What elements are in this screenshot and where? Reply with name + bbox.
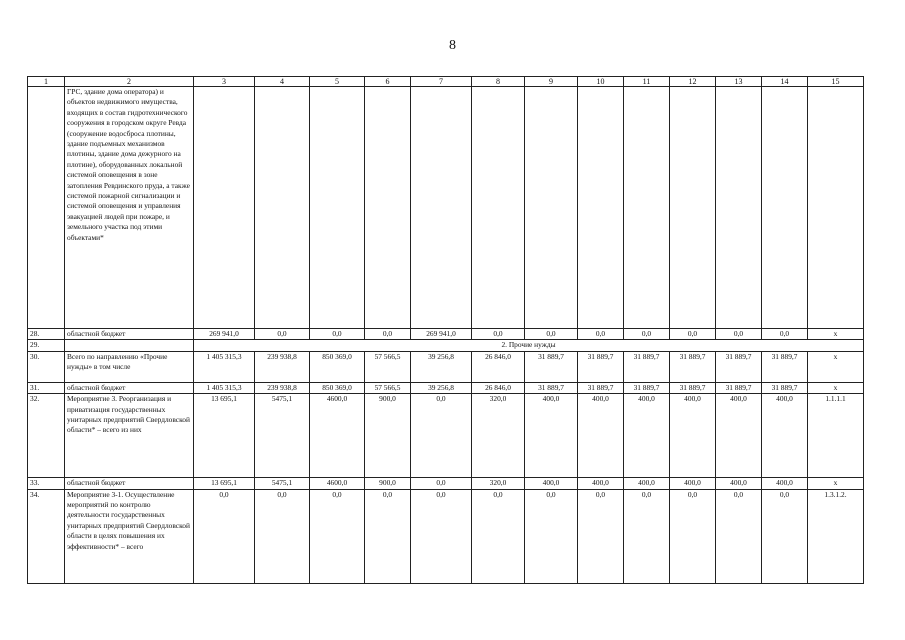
table-row bbox=[28, 351, 864, 382]
value-cell: 13 695,1 bbox=[194, 394, 255, 478]
value-cell: 31 889,7 bbox=[762, 382, 808, 393]
value-cell: 39 256,8 bbox=[411, 351, 472, 382]
row-name bbox=[65, 340, 194, 351]
value-cell: 0,0 bbox=[578, 489, 624, 583]
value-cell: 0,0 bbox=[310, 329, 365, 340]
value-cell: 26 846,0 bbox=[472, 382, 525, 393]
value-cell: 400,0 bbox=[762, 394, 808, 478]
value-cell: 0,0 bbox=[411, 394, 472, 478]
value-cell: 13 695,1 bbox=[194, 478, 255, 489]
code-cell: x bbox=[808, 329, 864, 340]
column-header: 14 bbox=[762, 77, 808, 87]
value-cell: 0,0 bbox=[411, 489, 472, 583]
value-cell: 320,0 bbox=[472, 478, 525, 489]
value-cell: 239 938,8 bbox=[255, 382, 310, 393]
value-cell bbox=[762, 87, 808, 329]
value-cell: 5475,1 bbox=[255, 478, 310, 489]
value-cell bbox=[525, 87, 578, 329]
value-cell: 0,0 bbox=[578, 329, 624, 340]
value-cell: 0,0 bbox=[365, 329, 411, 340]
row-name: Мероприятие 3-1. Осуществление мероприятий по контролю деятельности государственных унитарных предприятий Свердловской области в целях повышения их эффективности* – всего bbox=[65, 489, 194, 583]
column-header: 10 bbox=[578, 77, 624, 87]
code-cell: x bbox=[808, 351, 864, 382]
value-cell: 31 889,7 bbox=[716, 351, 762, 382]
value-cell: 0,0 bbox=[670, 489, 716, 583]
value-cell: 400,0 bbox=[525, 478, 578, 489]
value-cell: 0,0 bbox=[624, 489, 670, 583]
row-name: областной бюджет bbox=[65, 329, 194, 340]
value-cell: 31 889,7 bbox=[716, 382, 762, 393]
value-cell: 31 889,7 bbox=[670, 351, 716, 382]
page-number: 8 bbox=[449, 38, 456, 53]
budget-table bbox=[27, 76, 864, 584]
column-header: 6 bbox=[365, 77, 411, 87]
value-cell: 400,0 bbox=[525, 394, 578, 478]
row-number bbox=[28, 87, 65, 329]
value-cell: 31 889,7 bbox=[525, 351, 578, 382]
value-cell: 400,0 bbox=[670, 478, 716, 489]
column-header: 4 bbox=[255, 77, 310, 87]
value-cell: 0,0 bbox=[670, 329, 716, 340]
value-cell: 900,0 bbox=[365, 478, 411, 489]
value-cell: 31 889,7 bbox=[578, 351, 624, 382]
value-cell: 1 405 315,3 bbox=[194, 351, 255, 382]
column-header: 7 bbox=[411, 77, 472, 87]
column-header: 15 bbox=[808, 77, 864, 87]
value-cell: 900,0 bbox=[365, 394, 411, 478]
value-cell: 400,0 bbox=[624, 394, 670, 478]
value-cell bbox=[255, 87, 310, 329]
code-cell bbox=[808, 87, 864, 329]
table-row bbox=[28, 489, 864, 583]
section-title: 2. Прочие нужды bbox=[194, 340, 864, 351]
value-cell: 269 941,0 bbox=[194, 329, 255, 340]
value-cell: 31 889,7 bbox=[578, 382, 624, 393]
value-cell: 0,0 bbox=[411, 478, 472, 489]
value-cell: 39 256,8 bbox=[411, 382, 472, 393]
value-cell: 57 566,5 bbox=[365, 351, 411, 382]
value-cell: 0,0 bbox=[472, 329, 525, 340]
value-cell: 57 566,5 bbox=[365, 382, 411, 393]
value-cell bbox=[624, 87, 670, 329]
value-cell: 31 889,7 bbox=[762, 351, 808, 382]
column-header: 3 bbox=[194, 77, 255, 87]
table-row bbox=[28, 382, 864, 393]
row-number: 29. bbox=[28, 340, 65, 351]
row-number: 33. bbox=[28, 478, 65, 489]
value-cell: 5475,1 bbox=[255, 394, 310, 478]
value-cell: 400,0 bbox=[762, 478, 808, 489]
value-cell: 0,0 bbox=[716, 489, 762, 583]
value-cell bbox=[411, 87, 472, 329]
value-cell: 0,0 bbox=[310, 489, 365, 583]
column-header: 12 bbox=[670, 77, 716, 87]
value-cell bbox=[365, 87, 411, 329]
value-cell: 0,0 bbox=[255, 329, 310, 340]
table-row bbox=[28, 329, 864, 340]
value-cell: 269 941,0 bbox=[411, 329, 472, 340]
value-cell: 31 889,7 bbox=[624, 351, 670, 382]
value-cell bbox=[716, 87, 762, 329]
column-header: 8 bbox=[472, 77, 525, 87]
value-cell: 4600,0 bbox=[310, 478, 365, 489]
row-name: Мероприятие 3. Реорганизация и приватизация государственных унитарных предприятий Свердловской области* – всего из них bbox=[65, 394, 194, 478]
column-header: 5 bbox=[310, 77, 365, 87]
value-cell: 0,0 bbox=[762, 489, 808, 583]
row-number: 34. bbox=[28, 489, 65, 583]
code-cell: x bbox=[808, 478, 864, 489]
value-cell: 239 938,8 bbox=[255, 351, 310, 382]
value-cell: 31 889,7 bbox=[525, 382, 578, 393]
row-name: областной бюджет bbox=[65, 382, 194, 393]
code-cell: x bbox=[808, 382, 864, 393]
value-cell: 26 846,0 bbox=[472, 351, 525, 382]
value-cell: 400,0 bbox=[578, 394, 624, 478]
value-cell: 0,0 bbox=[525, 489, 578, 583]
column-header: 9 bbox=[525, 77, 578, 87]
value-cell: 0,0 bbox=[716, 329, 762, 340]
value-cell bbox=[578, 87, 624, 329]
row-number: 31. bbox=[28, 382, 65, 393]
value-cell: 0,0 bbox=[194, 489, 255, 583]
header-row bbox=[28, 77, 864, 87]
row-name: ГРС, здание дома оператора) и объектов недвижимого имущества, входящих в состав гидротехнического сооружения в городском округе Ревда (сооружение водосброса плотины, здание подъемных механизмов плотины, здание дома дежурного на плотине), оборудованных локальной системой оповещения в зоне затопления Ревдинского пруда, а также системой пожарной сигнализации и системой оповещения и управления эвакуацией людей при пожаре, и земельного участка под этими объектами* bbox=[65, 87, 194, 329]
column-header: 1 bbox=[28, 77, 65, 87]
value-cell: 1 405 315,3 bbox=[194, 382, 255, 393]
code-cell: 1.3.1.2. bbox=[808, 489, 864, 583]
value-cell: 0,0 bbox=[365, 489, 411, 583]
value-cell: 850 369,0 bbox=[310, 382, 365, 393]
value-cell: 0,0 bbox=[624, 329, 670, 340]
row-number: 32. bbox=[28, 394, 65, 478]
value-cell: 850 369,0 bbox=[310, 351, 365, 382]
value-cell: 0,0 bbox=[525, 329, 578, 340]
value-cell: 400,0 bbox=[716, 478, 762, 489]
table-row bbox=[28, 478, 864, 489]
value-cell: 400,0 bbox=[624, 478, 670, 489]
value-cell: 400,0 bbox=[578, 478, 624, 489]
value-cell: 0,0 bbox=[762, 329, 808, 340]
value-cell: 0,0 bbox=[255, 489, 310, 583]
value-cell: 31 889,7 bbox=[670, 382, 716, 393]
value-cell: 0,0 bbox=[472, 489, 525, 583]
value-cell bbox=[670, 87, 716, 329]
value-cell: 31 889,7 bbox=[624, 382, 670, 393]
value-cell: 4600,0 bbox=[310, 394, 365, 478]
row-name: областной бюджет bbox=[65, 478, 194, 489]
table-row bbox=[28, 87, 864, 329]
section-row bbox=[28, 340, 864, 351]
value-cell: 400,0 bbox=[716, 394, 762, 478]
column-header: 13 bbox=[716, 77, 762, 87]
column-header: 11 bbox=[624, 77, 670, 87]
row-name: Всего по направлению «Прочие нужды» в том числе bbox=[65, 351, 194, 382]
column-header: 2 bbox=[65, 77, 194, 87]
row-number: 30. bbox=[28, 351, 65, 382]
value-cell: 320,0 bbox=[472, 394, 525, 478]
value-cell: 400,0 bbox=[670, 394, 716, 478]
code-cell: 1.1.1.1 bbox=[808, 394, 864, 478]
row-number: 28. bbox=[28, 329, 65, 340]
value-cell bbox=[194, 87, 255, 329]
value-cell bbox=[310, 87, 365, 329]
value-cell bbox=[472, 87, 525, 329]
table-row bbox=[28, 394, 864, 478]
